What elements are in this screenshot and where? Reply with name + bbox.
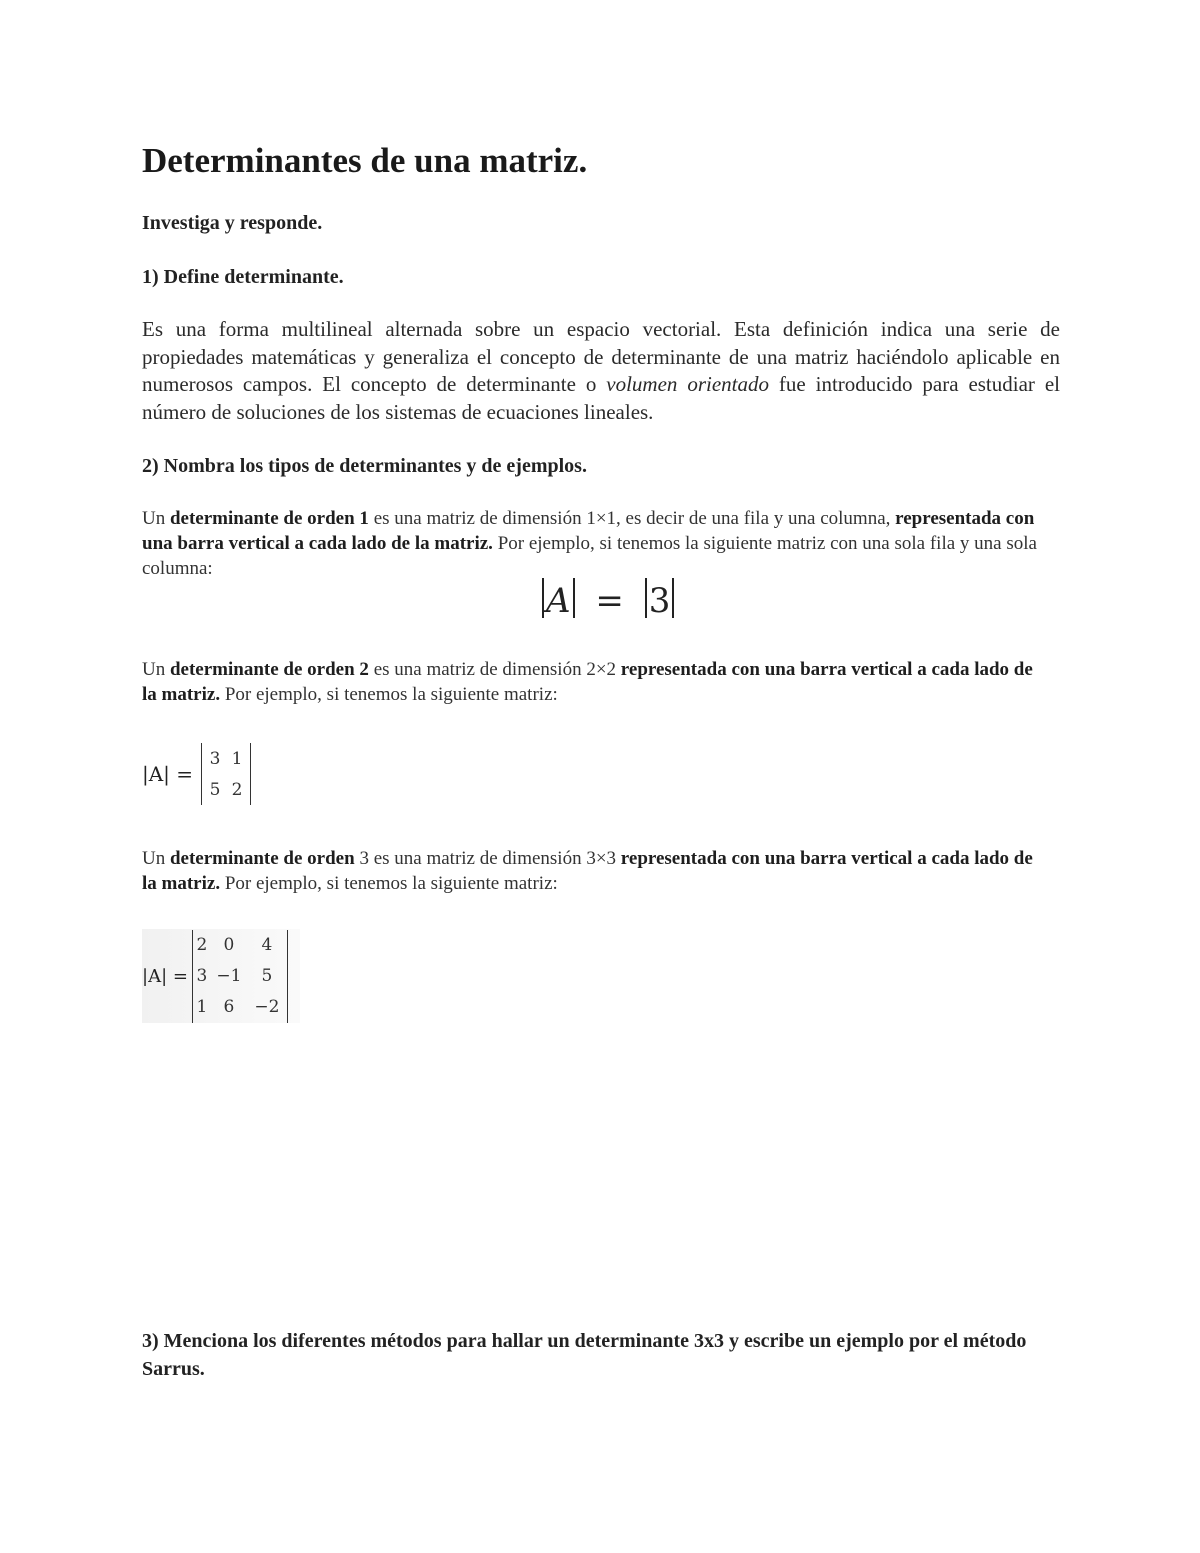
question-2-heading: 2) Nombra los tipos de determinantes y de ejemplos.	[142, 455, 587, 477]
matrix-cell: 6	[223, 997, 235, 1017]
matrix-cell: 3	[209, 748, 221, 769]
matrix-cell: 5	[261, 966, 273, 986]
order-2-paragraph: Un determinante de orden 2 es una matriz de dimensión 2×2 representada con una barra vertical a cada lado de la matriz. Por ejemplo, si tenemos la siguiente matriz:	[142, 659, 1033, 705]
order-3-equation	[142, 929, 300, 1023]
order-2-matrix	[201, 743, 251, 805]
matrix-cell: 2	[196, 935, 208, 955]
question-3-heading: 3) Menciona los diferentes métodos para hallar un determinante 3x3 y escribe un ejemplo por el método Sarrus.	[142, 1330, 1027, 1380]
question-1-answer: Es una forma multilineal alternada sobre un espacio vectorial. Esta definición indica una serie de propiedades matemáticas y generaliza el concepto de determinante de una matriz haciéndolo aplicable en numerosos campos. El concepto de determinante o volumen orientado fue introducido para estudiar el número de soluciones de los sistemas de ecuaciones lineales.	[142, 317, 1060, 424]
italic-term: volumen orientado	[606, 372, 769, 397]
matrix-cell: 3	[196, 966, 208, 986]
matrix-cell: −1	[216, 966, 242, 986]
matrix-cell: 1	[231, 748, 243, 769]
order-2-lhs: |A| =	[142, 762, 194, 786]
matrix-cell: 1	[196, 997, 208, 1017]
order-2-equation	[142, 742, 251, 806]
matrix-cell: 0	[223, 935, 235, 955]
order-1-equation: A = 3	[540, 578, 676, 621]
instructions-heading: Investiga y responde.	[142, 212, 323, 234]
matrix-cell: 5	[209, 779, 221, 800]
matrix-cell: 2	[231, 779, 243, 800]
matrix-cell: −2	[254, 997, 280, 1017]
matrix-cell: 4	[261, 935, 273, 955]
order-1-paragraph: Un determinante de orden 1 es una matriz de dimensión 1×1, es decir de una fila y una columna, representada con una barra vertical a cada lado de la matriz. Por ejemplo, si tenemos la siguiente matriz con una sola fila y una sola columna:	[142, 508, 1037, 579]
order-3-paragraph: Un determinante de orden 3 es una matriz de dimensión 3×3 representada con una barra vertical a cada lado de la matriz. Por ejemplo, si tenemos la siguiente matriz:	[142, 848, 1033, 894]
page-title: Determinantes de una matriz.	[142, 141, 588, 180]
order-3-lhs: |A| =	[142, 965, 188, 987]
order-3-matrix	[192, 930, 288, 1023]
question-1-heading: 1) Define determinante.	[142, 266, 344, 288]
